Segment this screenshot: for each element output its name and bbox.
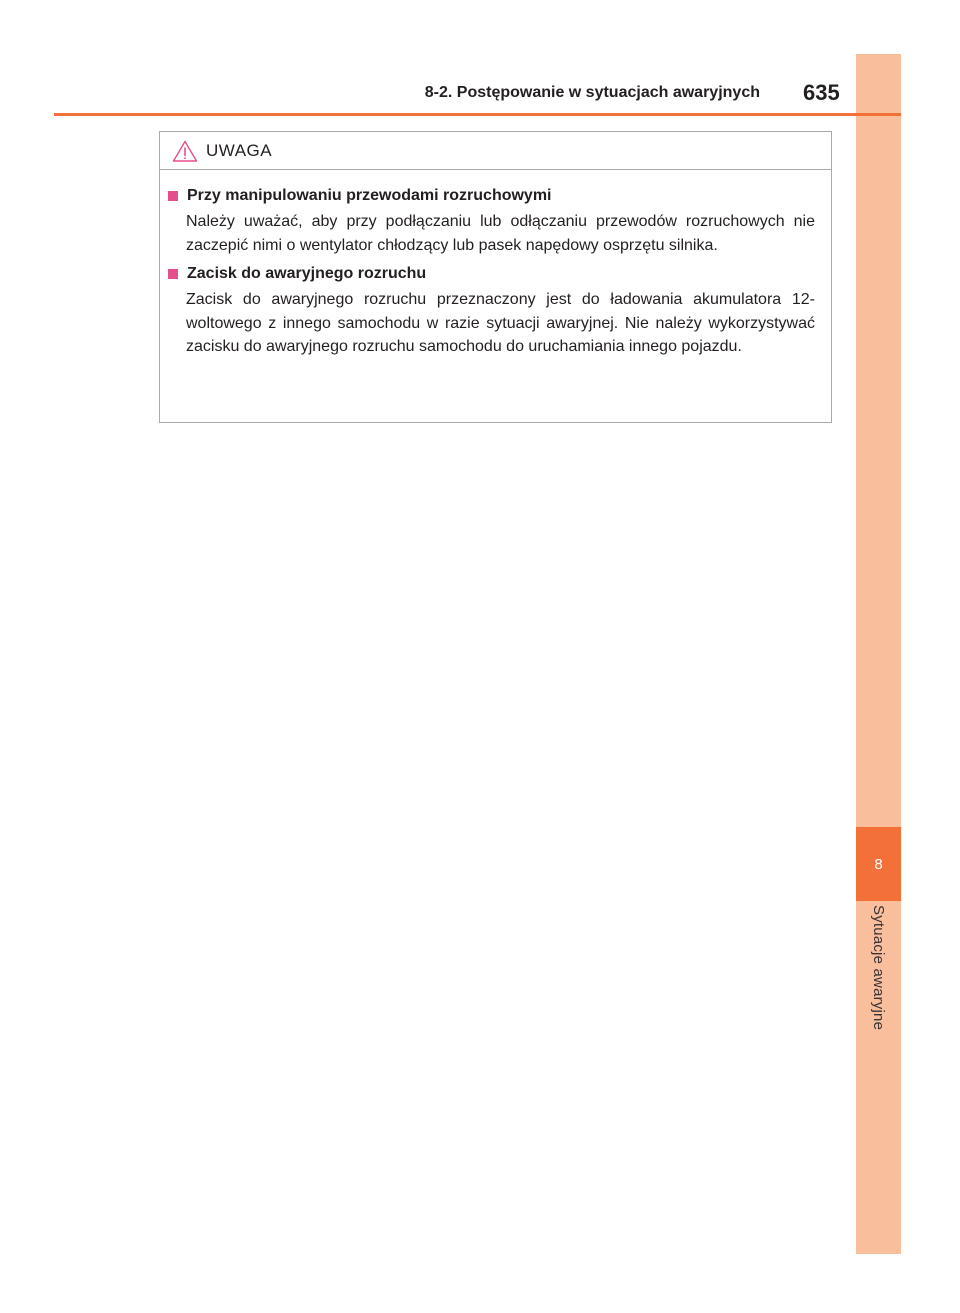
section-heading-text: Przy manipulowaniu przewodami rozruchowymi bbox=[187, 187, 552, 204]
warning-triangle-icon bbox=[172, 140, 198, 162]
square-bullet-icon bbox=[168, 269, 178, 279]
section-heading bbox=[168, 185, 815, 207]
warning-section-jump-terminal bbox=[168, 263, 815, 359]
chapter-label-text: Sytuacje awaryjne bbox=[870, 905, 887, 1031]
section-title: 8-2. Postępowanie w sytuacjach awaryjnych bbox=[424, 84, 760, 101]
chapter-label bbox=[856, 905, 901, 1065]
page-number: 635 bbox=[803, 80, 840, 105]
warning-header bbox=[160, 132, 831, 170]
warning-body bbox=[160, 170, 831, 359]
section-heading bbox=[168, 263, 815, 285]
warning-heading: UWAGA bbox=[206, 140, 273, 160]
section-paragraph: Zacisk do awaryjnego rozruchu przeznaczony jest do ładowania akumulatora 12-woltowego z innego samochodu w razie sytuacji awaryjnej. Nie należy wykorzystywać zacisku do awaryjnego rozruchu samochodu do uruchamiania innego pojazdu. bbox=[186, 291, 815, 355]
section-heading-text: Zacisk do awaryjnego rozruchu bbox=[187, 265, 427, 282]
chapter-number-tab bbox=[856, 827, 901, 901]
warning-section-jumper-cables bbox=[168, 185, 815, 257]
chapter-number: 8 bbox=[874, 855, 883, 873]
section-paragraph: Należy uważać, aby przy podłączaniu lub odłączaniu przewodów rozruchowych nie zaczepić nimi o wentylator chłodzący lub pasek napędowy osprzętu silnika. bbox=[186, 213, 815, 254]
header-rule bbox=[54, 113, 901, 116]
side-tab-strip bbox=[856, 54, 901, 1254]
square-bullet-icon bbox=[168, 191, 178, 201]
warning-box bbox=[159, 131, 832, 423]
